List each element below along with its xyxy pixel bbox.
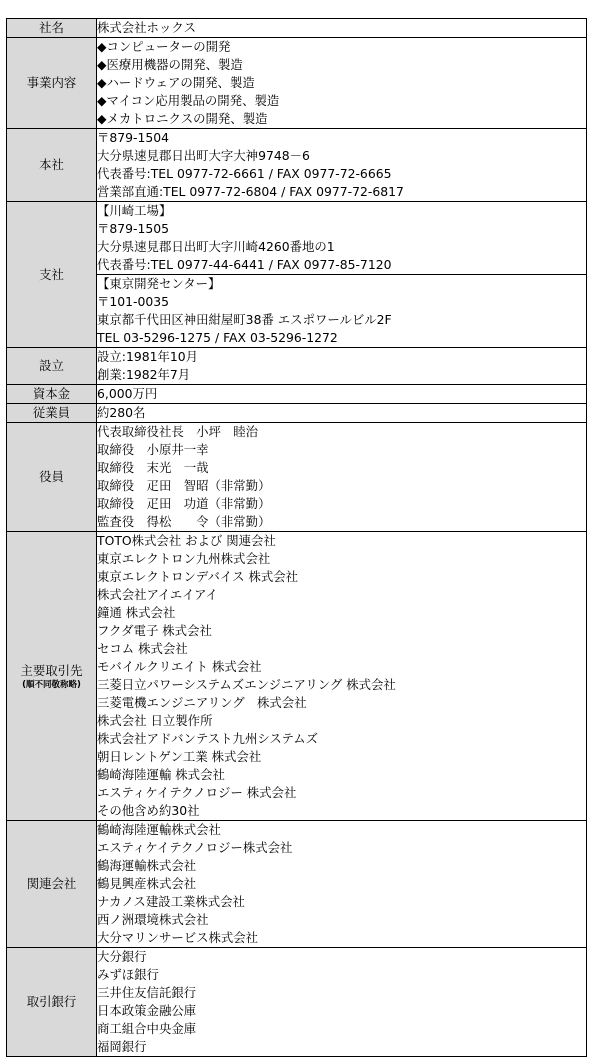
label-text: 支社: [39, 266, 64, 282]
row-affiliates: [7, 821, 587, 948]
value-line: 三菱日立パワーシステムズエンジニアリング 株式会社: [97, 677, 396, 692]
row-founded: [7, 348, 587, 385]
value-line: 日本政策金融公庫: [97, 1003, 197, 1018]
value-line: 取締役 小原井一幸: [97, 442, 209, 457]
value-business: [97, 38, 587, 129]
value-headoffice: [97, 129, 587, 202]
value-line: 6,000万円: [97, 386, 158, 401]
label-text: 従業員: [32, 405, 71, 420]
value-line: 約280名: [97, 405, 146, 420]
value-line: 監査役 得松 令（非常勤）: [97, 514, 271, 529]
value-line: 鶴見興産株式会社: [97, 876, 197, 891]
row-company: [7, 19, 587, 38]
value-line: 代表番号:TEL 0977-72-6661 / FAX 0977-72-6665: [97, 166, 392, 181]
value-line: 鶴崎海陸運輸株式会社: [97, 822, 221, 837]
value-line: 東京エレクトロン九州株式会社: [97, 551, 271, 566]
value-line: 鶴崎海陸運輸 株式会社: [97, 767, 225, 782]
value-line: 東京エレクトロンデバイス 株式会社: [97, 569, 299, 584]
value-line: その他含め約30社: [97, 803, 200, 818]
label-affiliates: [7, 821, 97, 948]
value-line: モバイルクリエイト 株式会社: [97, 659, 262, 674]
value-capital: [97, 385, 587, 404]
value-founded: [97, 348, 587, 385]
label-text: 資本金: [32, 386, 71, 401]
value-line: フクダ電子 株式会社: [97, 623, 212, 638]
value-line: 大分マリンサービス株式会社: [97, 930, 259, 945]
value-officers: [97, 423, 587, 532]
value-line: 代表番号:TEL 0977-44-6441 / FAX 0977-85-7120: [97, 257, 392, 272]
label-officers: [7, 423, 97, 532]
value-line: 朝日レントゲン工業 株式会社: [97, 749, 262, 764]
label-text: 関連会社: [26, 876, 77, 891]
value-employees: [97, 404, 587, 423]
value-branch: [97, 275, 587, 348]
row-officers: [7, 423, 587, 532]
value-line: ナカノス建設工業株式会社: [97, 894, 245, 909]
label-business: [7, 38, 97, 129]
value-line: エスティケイテクノロジー株式会社: [97, 840, 293, 855]
label-branch: [7, 202, 97, 348]
label-text: 社名: [39, 20, 64, 35]
label-banks: [7, 948, 97, 1057]
value-affiliates: [97, 821, 587, 948]
value-banks: [97, 948, 587, 1057]
label-text: 取引銀行: [26, 994, 77, 1009]
row-banks: [7, 948, 587, 1057]
value-line: ◆メカトロニクスの開発、製造: [97, 111, 268, 126]
label-founded: [7, 348, 97, 385]
label-headoffice: [7, 129, 97, 202]
value-line: 【川崎工場】: [97, 203, 172, 218]
row-headoffice: [7, 129, 587, 202]
label-text: 事業内容: [26, 75, 77, 90]
row-clients: [7, 532, 587, 821]
value-line: 株式会社 日立製作所: [97, 713, 213, 728]
value-line: 設立:1981年10月: [97, 349, 199, 364]
value-line: 代表取締役社長 小坪 睦治: [97, 424, 259, 439]
value-line: エスティケイテクノロジー 株式会社: [97, 785, 297, 800]
value-line: 鶴海運輸株式会社: [97, 858, 197, 873]
value-branch: [97, 202, 587, 275]
value-line: ◆コンピューターの開発: [97, 39, 231, 54]
value-line: 鐘通 株式会社: [97, 605, 176, 620]
value-line: TOTO株式会社 および 関連会社: [97, 533, 276, 548]
value-clients: [97, 532, 587, 821]
value-line: 株式会社アイエイアイ: [97, 587, 218, 602]
row-capital: [7, 385, 587, 404]
value-line: TEL 03-5296-1275 / FAX 03-5296-1272: [97, 330, 338, 345]
label-capital: [7, 385, 97, 404]
value-line: 東京都千代田区神田紺屋町38番 エスポワールビル2F: [97, 312, 392, 327]
value-line: ◆マイコン応用製品の開発、製造: [97, 93, 280, 108]
label-clients: [7, 532, 97, 821]
value-line: 株式会社アドバンテスト九州システムズ: [97, 731, 319, 746]
value-line: 株式会社ホックス: [97, 20, 197, 35]
row-branch-1: [7, 202, 587, 275]
label-employees: [7, 404, 97, 423]
row-business: [7, 38, 587, 129]
value-line: 〒879-1504: [97, 130, 170, 145]
label-text: 主要取引先: [20, 663, 83, 678]
value-line: 大分県速見郡日出町大字大神9748－6: [97, 148, 310, 163]
label-text: 設立: [39, 358, 64, 373]
value-line: みずほ銀行: [97, 967, 159, 982]
label-subtext: (順不同敬称略): [22, 680, 81, 690]
value-line: 取締役 疋田 功道（非常勤）: [97, 496, 271, 511]
value-line: 〒879-1505: [97, 221, 170, 236]
value-line: 大分県速見郡日出町大字川崎4260番地の1: [97, 239, 335, 254]
value-line: ◆医療用機器の開発、製造: [97, 57, 243, 72]
value-line: 福岡銀行: [97, 1039, 147, 1054]
value-line: 取締役 末光 一哉: [97, 460, 209, 475]
company-info: [6, 18, 587, 1057]
value-line: ◆ハードウェアの開発、製造: [97, 75, 255, 90]
value-line: 創業:1982年7月: [97, 367, 191, 382]
value-line: 三菱電機エンジニアリング 株式会社: [97, 695, 307, 710]
value-line: 三井住友信託銀行: [97, 985, 197, 1000]
value-line: 〒101-0035: [97, 294, 170, 309]
value-company: [97, 19, 587, 38]
value-line: 営業部直通:TEL 0977-72-6804 / FAX 0977-72-6817: [97, 184, 404, 199]
value-line: 商工組合中央金庫: [97, 1021, 197, 1036]
company-info-body: [7, 19, 587, 1057]
row-employees: [7, 404, 587, 423]
value-line: 西ノ洲環境株式会社: [97, 912, 209, 927]
company-info-table: [6, 18, 587, 1057]
label-text: 本社: [39, 157, 64, 172]
value-line: 取締役 疋田 智昭（非常勤）: [97, 478, 271, 493]
label-text: 役員: [39, 469, 64, 484]
value-line: 大分銀行: [97, 949, 147, 964]
value-line: 【東京開発センター】: [97, 276, 221, 291]
value-line: セコム 株式会社: [97, 641, 188, 656]
label-company: [7, 19, 97, 38]
